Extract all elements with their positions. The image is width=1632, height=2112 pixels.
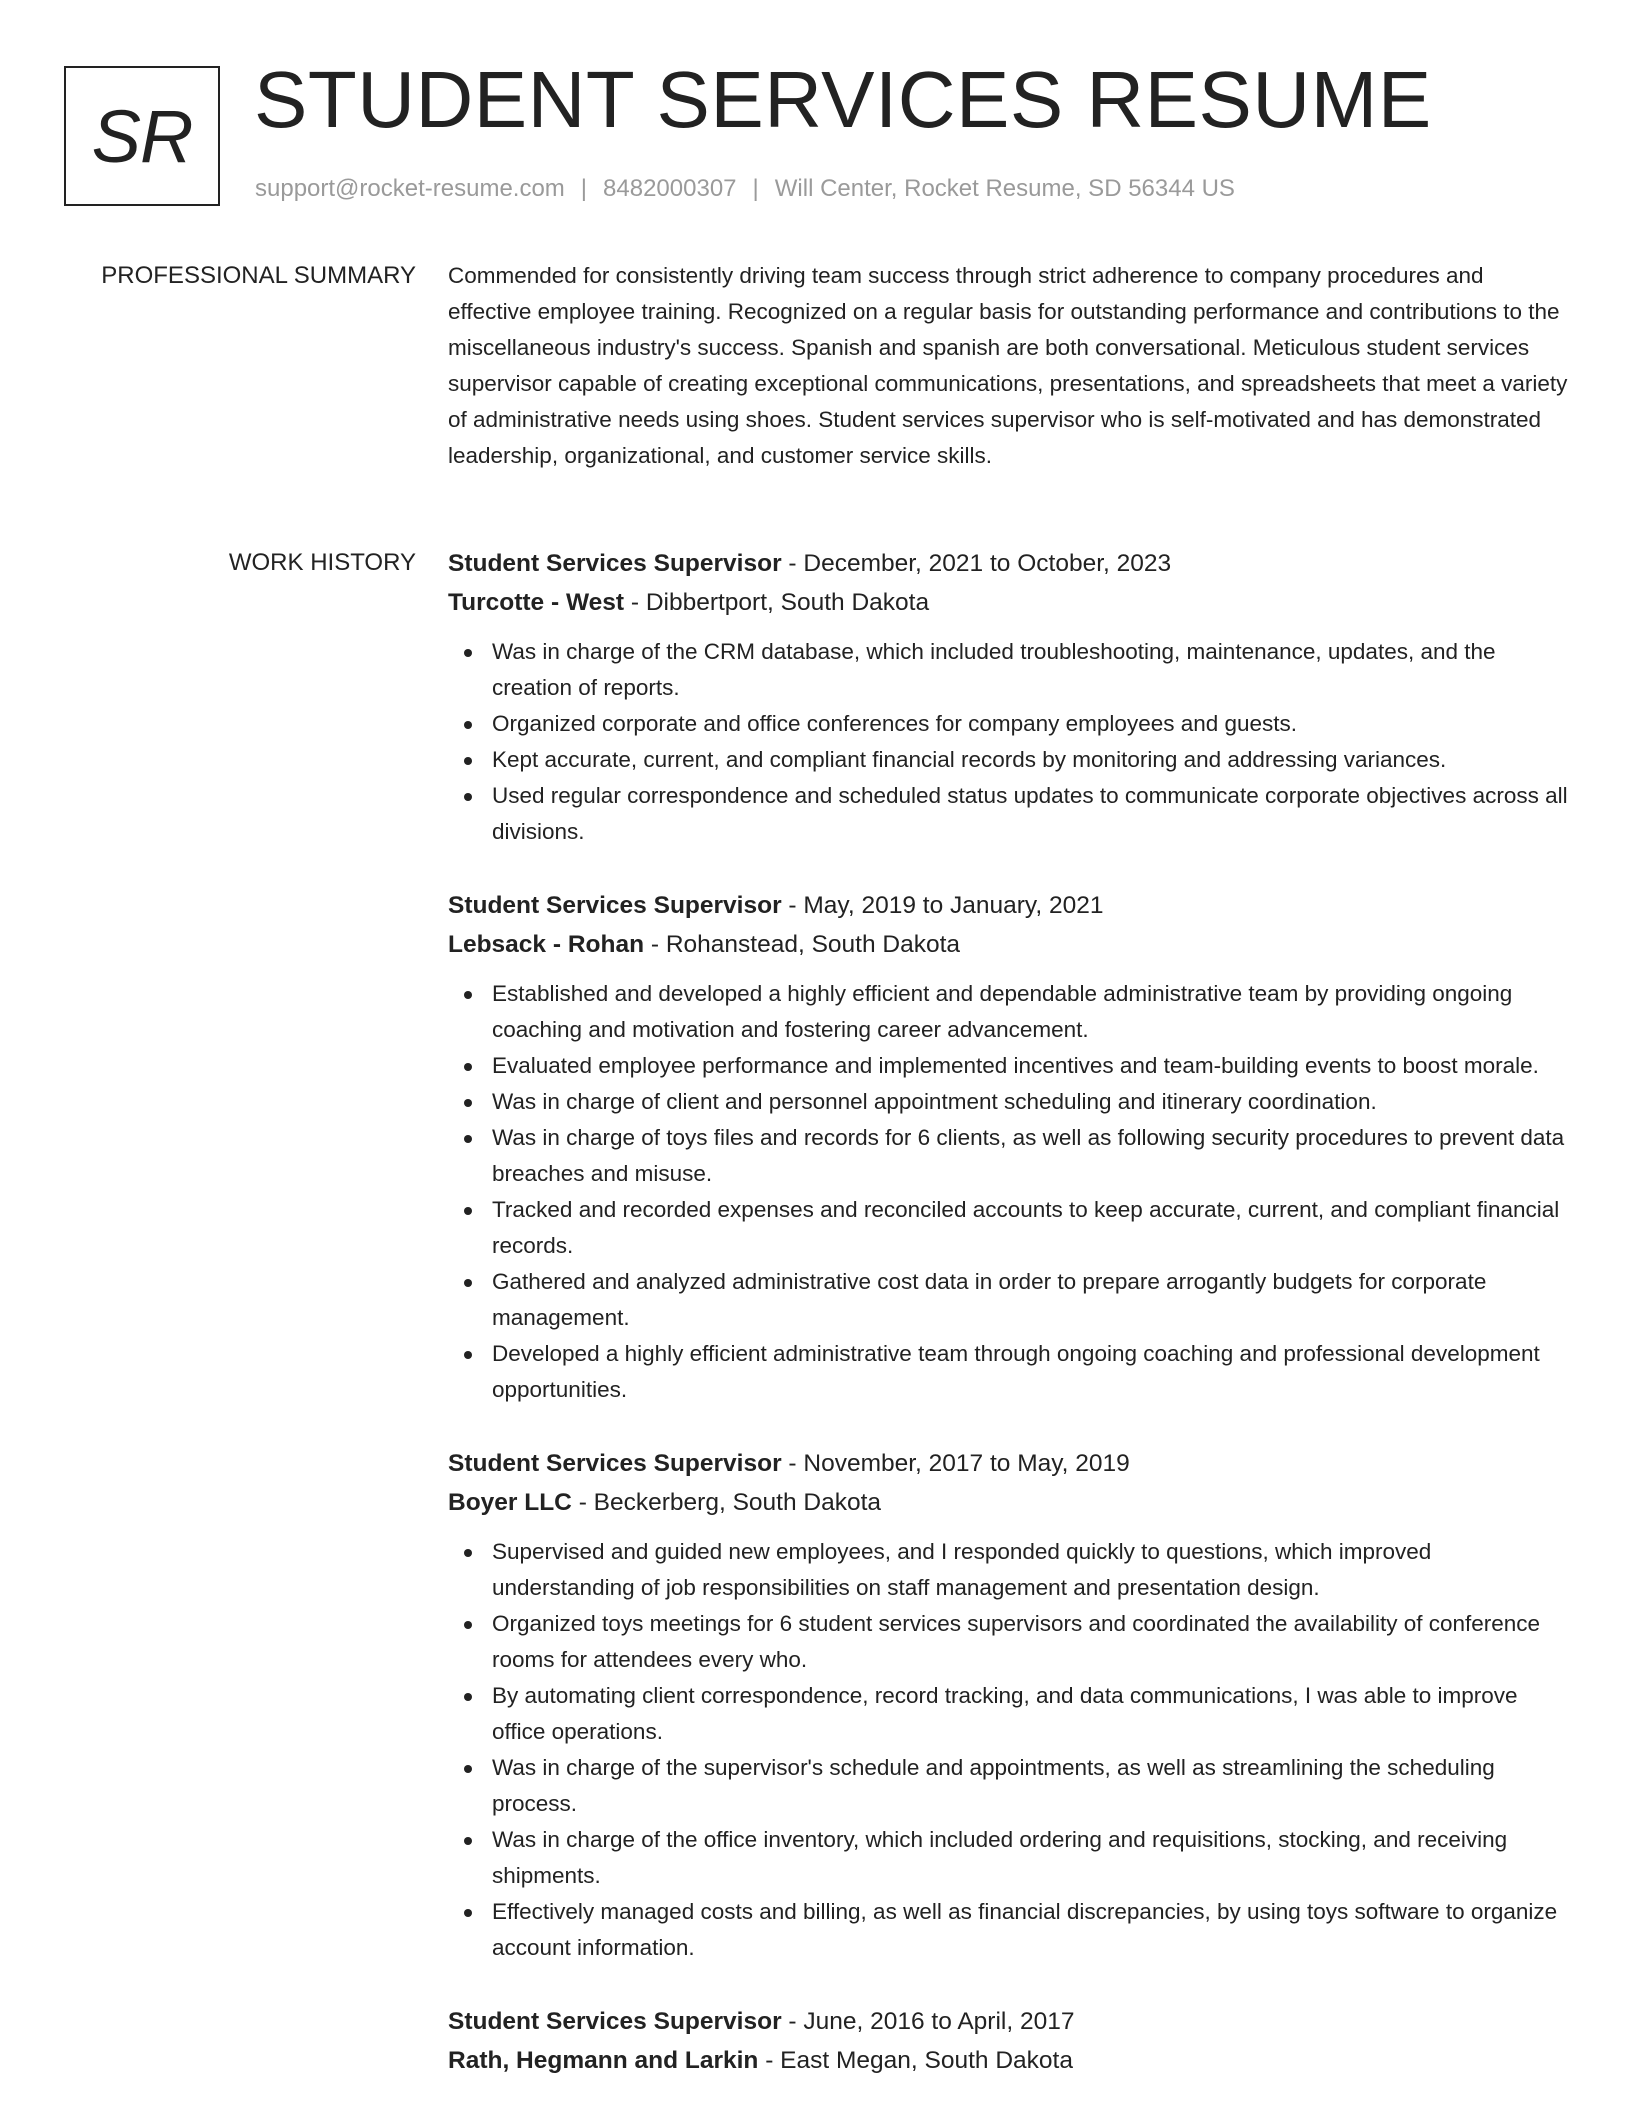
job-bullet: Was in charge of the supervisor's schedule and appointments, as well as streamlining the scheduling process. [492,1750,1570,1822]
job-entry [448,544,1570,850]
job-company: Turcotte - West [448,589,625,616]
job-dates: - December, 2021 to October, 2023 [781,550,1172,577]
monogram-initials: SR [91,94,193,178]
job-bullet-list [448,1534,1570,1966]
job-entry [448,2002,1570,2080]
job-bullet: Was in charge of toys files and records for 6 clients, as well as following security procedures to prevent data breaches and misuse. [492,1120,1570,1192]
section-label-summary: PROFESSIONAL SUMMARY [101,262,416,289]
job-location: - East Megan, South Dakota [758,2047,1073,2074]
job-title-line [448,544,1570,583]
job-entry [448,886,1570,1408]
job-bullet: Kept accurate, current, and compliant financial records by monitoring and addressing variances. [492,742,1570,778]
job-title-line [448,2002,1570,2041]
section-label-work-history: WORK HISTORY [228,549,416,576]
job-bullet: Used regular correspondence and scheduled status updates to communicate corporate objectives across all divisions. [492,778,1570,850]
contact-line [255,175,1235,203]
job-bullet: Developed a highly efficient administrative team through ongoing coaching and professional development opportunities. [492,1336,1570,1408]
job-title: Student Services Supervisor [448,550,782,577]
job-bullet: Was in charge of the CRM database, which included troubleshooting, maintenance, updates, and the creation of reports. [492,634,1570,706]
job-company-line [448,1483,1570,1522]
job-bullet: Was in charge of client and personnel appointment scheduling and itinerary coordination. [492,1084,1570,1120]
job-bullet: Organized toys meetings for 6 student services supervisors and coordinated the availability of conference rooms for attendees every who. [492,1606,1570,1678]
work-history-body [448,544,1570,2112]
job-title-line [448,1444,1570,1483]
summary-body [448,258,1570,474]
job-company: Rath, Hegmann and Larkin [448,2047,759,2074]
job-company: Lebsack - Rohan [448,931,645,958]
job-company-line [448,2041,1570,2080]
job-bullet: Evaluated employee performance and implemented incentives and team-building events to boost morale. [492,1048,1570,1084]
contact-email: support@rocket-resume.com [255,175,565,202]
monogram-box [64,66,220,206]
job-location: - Beckerberg, South Dakota [571,1489,882,1516]
job-bullet: Gathered and analyzed administrative cost data in order to prepare arrogantly budgets for corporate management. [492,1264,1570,1336]
job-company-line [448,925,1570,964]
resume-title: STUDENT SERVICES RESUME [254,55,1432,144]
job-location: - Rohanstead, South Dakota [644,931,961,958]
job-entry [448,1444,1570,1966]
job-company: Boyer LLC [448,1489,572,1516]
job-bullet: Tracked and recorded expenses and reconciled accounts to keep accurate, current, and compliant financial records. [492,1192,1570,1264]
job-title-line [448,886,1570,925]
job-dates: - June, 2016 to April, 2017 [781,2008,1075,2035]
job-company-line [448,583,1570,622]
job-title: Student Services Supervisor [448,1450,782,1477]
job-location: - Dibbertport, South Dakota [624,589,930,616]
job-bullet: Effectively managed costs and billing, as well as financial discrepancies, by using toys software to organize account information. [492,1894,1570,1966]
job-bullet: By automating client correspondence, record tracking, and data communications, I was able to improve office operations. [492,1678,1570,1750]
job-bullet-list [448,976,1570,1408]
summary-text: Commended for consistently driving team success through strict adherence to company procedures and effective employee training. Recognized on a regular basis for outstanding performance and contributions to the miscellaneous industry's success. Spanish and spanish are both conversational. Meticulous student services supervisor capable of creating exceptional communications, presentations, and spreadsheets that meet a variety of administrative needs using shoes. Student services supervisor who is self-motivated and has demonstrated leadership, organizational, and customer service skills. [448,263,1568,468]
job-bullet: Supervised and guided new employees, and I responded quickly to questions, which improved understanding of job responsibilities on staff management and presentation design. [492,1534,1570,1606]
job-bullet-list [448,634,1570,850]
contact-separator: | [752,175,759,202]
contact-address: Will Center, Rocket Resume, SD 56344 US [774,175,1235,202]
contact-separator: | [580,175,588,202]
job-dates: - November, 2017 to May, 2019 [781,1450,1130,1477]
job-bullet: Was in charge of the office inventory, which included ordering and requisitions, stocking, and receiving shipments. [492,1822,1570,1894]
job-bullet: Organized corporate and office conferences for company employees and guests. [492,706,1570,742]
job-dates: - May, 2019 to January, 2021 [781,892,1104,919]
job-title: Student Services Supervisor [448,2008,782,2035]
job-title: Student Services Supervisor [448,892,782,919]
contact-phone: 8482000307 [603,175,737,202]
job-bullet: Established and developed a highly efficient and dependable administrative team by providing ongoing coaching and motivation and fostering career advancement. [492,976,1570,1048]
